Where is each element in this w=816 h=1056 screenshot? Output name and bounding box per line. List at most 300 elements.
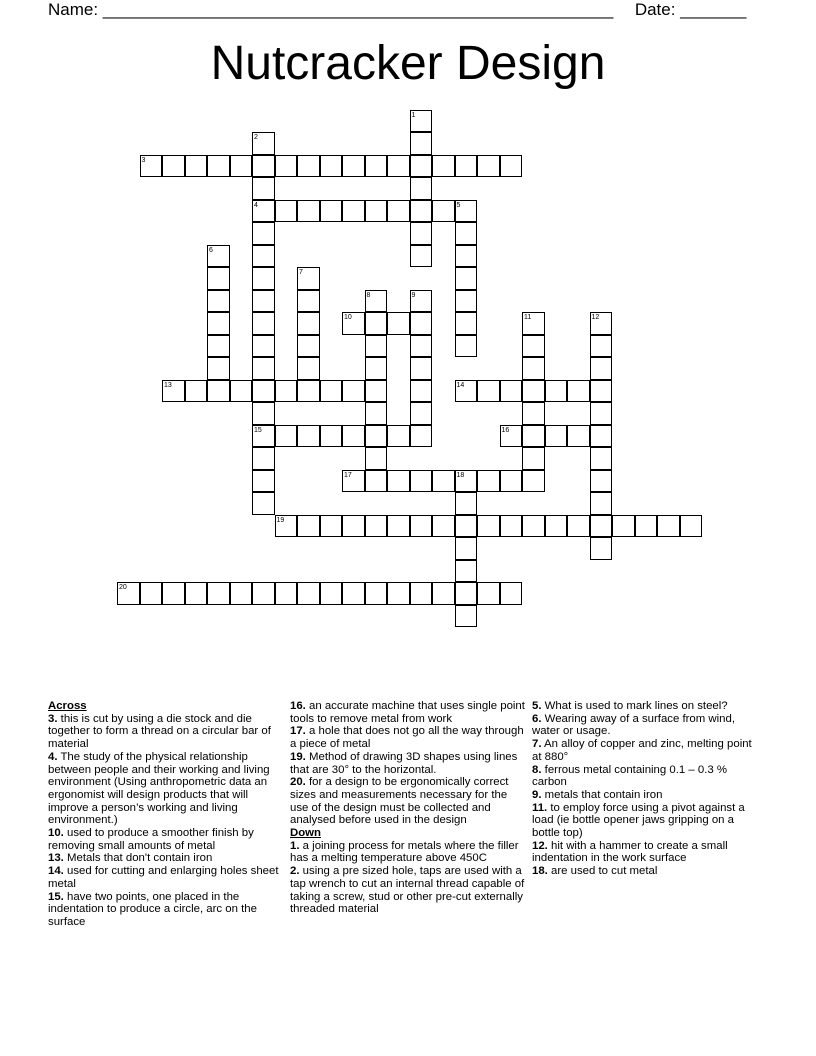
grid-cell[interactable] (387, 425, 410, 448)
grid-cell[interactable] (410, 357, 433, 380)
grid-cell-input[interactable] (253, 336, 274, 357)
grid-cell[interactable] (342, 582, 365, 605)
grid-cell-input[interactable] (411, 201, 432, 222)
grid-cell-input[interactable] (276, 583, 297, 604)
grid-cell[interactable] (522, 335, 545, 358)
grid-cell[interactable] (252, 380, 275, 403)
grid-cell-input[interactable] (591, 403, 612, 424)
grid-cell[interactable] (185, 155, 208, 178)
grid-cell[interactable] (455, 200, 478, 223)
grid-cell[interactable] (207, 290, 230, 313)
grid-cell[interactable] (410, 425, 433, 448)
grid-cell-input[interactable] (433, 516, 454, 537)
grid-cell[interactable] (342, 425, 365, 448)
grid-cell[interactable] (410, 222, 433, 245)
grid-cell-input[interactable] (321, 381, 342, 402)
grid-cell[interactable] (252, 447, 275, 470)
grid-cell[interactable] (522, 380, 545, 403)
grid-cell-input[interactable] (366, 516, 387, 537)
grid-cell-input[interactable] (478, 156, 499, 177)
grid-cell-input[interactable] (298, 291, 319, 312)
grid-cell-input[interactable] (208, 313, 229, 334)
grid-cell-input[interactable] (456, 606, 477, 627)
grid-cell[interactable] (387, 470, 410, 493)
grid-cell[interactable] (365, 380, 388, 403)
grid-cell-input[interactable] (568, 516, 589, 537)
grid-cell[interactable] (252, 177, 275, 200)
grid-cell-input[interactable] (411, 313, 432, 334)
grid-cell[interactable] (567, 425, 590, 448)
grid-cell[interactable] (185, 380, 208, 403)
grid-cell[interactable] (590, 515, 613, 538)
grid-cell[interactable] (275, 582, 298, 605)
grid-cell-input[interactable] (343, 381, 364, 402)
grid-cell-input[interactable] (456, 268, 477, 289)
grid-cell-input[interactable] (343, 426, 364, 447)
grid-cell[interactable] (432, 470, 455, 493)
grid-cell-input[interactable] (456, 561, 477, 582)
grid-cell[interactable] (297, 200, 320, 223)
grid-cell-input[interactable] (591, 426, 612, 447)
grid-cell[interactable] (590, 402, 613, 425)
grid-cell-input[interactable] (388, 156, 409, 177)
grid-cell[interactable] (320, 515, 343, 538)
grid-cell-input[interactable] (163, 381, 184, 402)
grid-cell-input[interactable] (276, 516, 297, 537)
grid-cell[interactable] (297, 267, 320, 290)
grid-cell-input[interactable] (456, 156, 477, 177)
grid-cell-input[interactable] (208, 336, 229, 357)
grid-cell[interactable] (342, 155, 365, 178)
grid-cell[interactable] (140, 155, 163, 178)
grid-cell-input[interactable] (546, 426, 567, 447)
grid-cell-input[interactable] (321, 201, 342, 222)
grid-cell[interactable] (252, 267, 275, 290)
grid-cell[interactable] (252, 582, 275, 605)
grid-cell-input[interactable] (456, 381, 477, 402)
name-field[interactable]: Name: ______________________________________________________ (48, 0, 614, 19)
date-field[interactable]: Date: _______ (634, 0, 747, 19)
grid-cell-input[interactable] (591, 493, 612, 514)
grid-cell-input[interactable] (456, 583, 477, 604)
grid-cell-input[interactable] (253, 471, 274, 492)
grid-cell[interactable] (455, 155, 478, 178)
grid-cell[interactable] (297, 582, 320, 605)
grid-cell-input[interactable] (366, 426, 387, 447)
grid-cell[interactable] (207, 357, 230, 380)
grid-cell[interactable] (500, 425, 523, 448)
grid-cell[interactable] (297, 290, 320, 313)
grid-cell-input[interactable] (456, 223, 477, 244)
grid-cell-input[interactable] (276, 156, 297, 177)
grid-cell-input[interactable] (546, 381, 567, 402)
grid-cell[interactable] (252, 402, 275, 425)
grid-cell[interactable] (207, 267, 230, 290)
grid-cell-input[interactable] (208, 381, 229, 402)
grid-cell[interactable] (365, 582, 388, 605)
grid-cell-input[interactable] (478, 516, 499, 537)
grid-cell-input[interactable] (568, 426, 589, 447)
grid-cell-input[interactable] (681, 516, 702, 537)
grid-cell[interactable] (140, 582, 163, 605)
grid-cell[interactable] (432, 155, 455, 178)
grid-cell[interactable] (252, 290, 275, 313)
grid-cell[interactable] (590, 447, 613, 470)
grid-cell[interactable] (387, 312, 410, 335)
grid-cell[interactable] (477, 470, 500, 493)
grid-cell-input[interactable] (411, 223, 432, 244)
grid-cell-input[interactable] (411, 156, 432, 177)
grid-cell-input[interactable] (411, 246, 432, 267)
grid-cell-input[interactable] (411, 516, 432, 537)
grid-cell-input[interactable] (591, 336, 612, 357)
grid-cell[interactable] (590, 312, 613, 335)
grid-cell-input[interactable] (163, 583, 184, 604)
grid-cell-input[interactable] (478, 471, 499, 492)
grid-cell-input[interactable] (253, 493, 274, 514)
grid-cell[interactable] (252, 222, 275, 245)
grid-cell-input[interactable] (501, 471, 522, 492)
grid-cell-input[interactable] (208, 268, 229, 289)
grid-cell[interactable] (522, 312, 545, 335)
grid-cell[interactable] (635, 515, 658, 538)
grid-cell[interactable] (590, 537, 613, 560)
grid-cell[interactable] (252, 357, 275, 380)
grid-cell-input[interactable] (366, 448, 387, 469)
grid-cell-input[interactable] (366, 313, 387, 334)
grid-cell-input[interactable] (411, 403, 432, 424)
grid-cell[interactable] (455, 492, 478, 515)
grid-cell-input[interactable] (456, 538, 477, 559)
grid-cell-input[interactable] (208, 156, 229, 177)
grid-cell-input[interactable] (591, 516, 612, 537)
grid-cell-input[interactable] (523, 336, 544, 357)
grid-cell-input[interactable] (456, 471, 477, 492)
grid-cell[interactable] (455, 290, 478, 313)
grid-cell[interactable] (680, 515, 703, 538)
grid-cell-input[interactable] (163, 156, 184, 177)
grid-cell-input[interactable] (366, 358, 387, 379)
grid-cell-input[interactable] (366, 291, 387, 312)
grid-cell[interactable] (365, 447, 388, 470)
grid-cell[interactable] (455, 515, 478, 538)
grid-cell[interactable] (320, 582, 343, 605)
grid-cell[interactable] (365, 155, 388, 178)
grid-cell[interactable] (185, 582, 208, 605)
grid-cell[interactable] (522, 425, 545, 448)
grid-cell[interactable] (455, 222, 478, 245)
grid-cell-input[interactable] (298, 516, 319, 537)
grid-cell[interactable] (477, 582, 500, 605)
grid-cell-input[interactable] (253, 448, 274, 469)
grid-cell[interactable] (162, 582, 185, 605)
grid-cell-input[interactable] (253, 358, 274, 379)
grid-cell-input[interactable] (253, 133, 274, 154)
grid-cell-input[interactable] (523, 358, 544, 379)
grid-cell-input[interactable] (411, 291, 432, 312)
grid-cell[interactable] (207, 582, 230, 605)
grid-cell-input[interactable] (321, 426, 342, 447)
grid-cell-input[interactable] (298, 268, 319, 289)
grid-cell[interactable] (455, 560, 478, 583)
grid-cell-input[interactable] (298, 358, 319, 379)
grid-cell[interactable] (252, 200, 275, 223)
grid-cell-input[interactable] (456, 291, 477, 312)
grid-cell[interactable] (342, 380, 365, 403)
grid-cell[interactable] (455, 245, 478, 268)
grid-cell-input[interactable] (456, 336, 477, 357)
grid-cell[interactable] (275, 515, 298, 538)
grid-cell-input[interactable] (321, 156, 342, 177)
grid-cell[interactable] (545, 380, 568, 403)
grid-cell[interactable] (455, 582, 478, 605)
grid-cell[interactable] (410, 312, 433, 335)
grid-cell-input[interactable] (523, 381, 544, 402)
grid-cell[interactable] (590, 425, 613, 448)
grid-cell-input[interactable] (523, 313, 544, 334)
grid-cell-input[interactable] (636, 516, 657, 537)
grid-cell-input[interactable] (591, 448, 612, 469)
grid-cell-input[interactable] (411, 336, 432, 357)
grid-cell-input[interactable] (456, 246, 477, 267)
grid-cell[interactable] (387, 200, 410, 223)
grid-cell-input[interactable] (411, 471, 432, 492)
grid-cell[interactable] (590, 380, 613, 403)
grid-cell-input[interactable] (388, 201, 409, 222)
grid-cell-input[interactable] (456, 313, 477, 334)
grid-cell[interactable] (275, 425, 298, 448)
grid-cell-input[interactable] (366, 403, 387, 424)
grid-cell[interactable] (252, 470, 275, 493)
grid-cell-input[interactable] (433, 156, 454, 177)
grid-cell-input[interactable] (253, 246, 274, 267)
grid-cell[interactable] (365, 402, 388, 425)
grid-cell-input[interactable] (478, 381, 499, 402)
grid-cell[interactable] (455, 605, 478, 628)
grid-cell-input[interactable] (366, 583, 387, 604)
grid-cell-input[interactable] (253, 223, 274, 244)
grid-cell-input[interactable] (411, 178, 432, 199)
grid-cell[interactable] (522, 402, 545, 425)
grid-cell[interactable] (590, 492, 613, 515)
grid-cell[interactable] (252, 155, 275, 178)
grid-cell[interactable] (230, 380, 253, 403)
grid-cell-input[interactable] (388, 471, 409, 492)
grid-cell[interactable] (342, 470, 365, 493)
grid-cell[interactable] (455, 335, 478, 358)
grid-cell-input[interactable] (501, 381, 522, 402)
grid-cell[interactable] (410, 402, 433, 425)
grid-cell[interactable] (432, 515, 455, 538)
grid-cell[interactable] (252, 312, 275, 335)
grid-cell-input[interactable] (253, 156, 274, 177)
grid-cell[interactable] (320, 380, 343, 403)
grid-cell[interactable] (500, 470, 523, 493)
grid-cell[interactable] (410, 110, 433, 133)
grid-cell[interactable] (455, 267, 478, 290)
grid-cell-input[interactable] (366, 156, 387, 177)
grid-cell[interactable] (297, 312, 320, 335)
grid-cell-input[interactable] (411, 583, 432, 604)
grid-cell[interactable] (297, 155, 320, 178)
grid-cell[interactable] (365, 200, 388, 223)
grid-cell[interactable] (590, 470, 613, 493)
grid-cell-input[interactable] (298, 336, 319, 357)
grid-cell-input[interactable] (298, 583, 319, 604)
grid-cell[interactable] (162, 380, 185, 403)
grid-cell[interactable] (590, 335, 613, 358)
grid-cell[interactable] (252, 335, 275, 358)
grid-cell-input[interactable] (411, 358, 432, 379)
grid-cell[interactable] (410, 335, 433, 358)
grid-cell-input[interactable] (433, 471, 454, 492)
grid-cell[interactable] (297, 515, 320, 538)
grid-cell[interactable] (545, 515, 568, 538)
grid-cell-input[interactable] (478, 583, 499, 604)
grid-cell[interactable] (230, 155, 253, 178)
grid-cell[interactable] (365, 312, 388, 335)
grid-cell-input[interactable] (523, 426, 544, 447)
grid-cell-input[interactable] (501, 426, 522, 447)
grid-cell-input[interactable] (208, 358, 229, 379)
grid-cell-input[interactable] (613, 516, 634, 537)
grid-cell[interactable] (365, 515, 388, 538)
grid-cell[interactable] (455, 312, 478, 335)
grid-cell-input[interactable] (253, 426, 274, 447)
grid-cell[interactable] (252, 132, 275, 155)
grid-cell-input[interactable] (523, 448, 544, 469)
grid-cell[interactable] (320, 155, 343, 178)
grid-cell[interactable] (252, 245, 275, 268)
grid-cell-input[interactable] (591, 538, 612, 559)
grid-cell[interactable] (522, 357, 545, 380)
grid-cell[interactable] (275, 155, 298, 178)
grid-cell[interactable] (432, 582, 455, 605)
grid-cell[interactable] (342, 200, 365, 223)
grid-cell[interactable] (207, 155, 230, 178)
grid-cell-input[interactable] (343, 313, 364, 334)
grid-cell-input[interactable] (141, 583, 162, 604)
grid-cell-input[interactable] (298, 313, 319, 334)
grid-cell[interactable] (297, 380, 320, 403)
grid-cell[interactable] (455, 537, 478, 560)
grid-cell[interactable] (117, 582, 140, 605)
grid-cell-input[interactable] (186, 156, 207, 177)
grid-cell-input[interactable] (658, 516, 679, 537)
grid-cell-input[interactable] (388, 426, 409, 447)
grid-cell[interactable] (297, 335, 320, 358)
grid-cell-input[interactable] (343, 583, 364, 604)
grid-cell[interactable] (320, 425, 343, 448)
grid-cell-input[interactable] (253, 381, 274, 402)
grid-cell-input[interactable] (366, 201, 387, 222)
grid-cell[interactable] (455, 470, 478, 493)
grid-cell-input[interactable] (253, 178, 274, 199)
grid-cell-input[interactable] (366, 336, 387, 357)
grid-cell[interactable] (342, 515, 365, 538)
grid-cell-input[interactable] (411, 111, 432, 132)
grid-cell[interactable] (500, 582, 523, 605)
grid-cell[interactable] (410, 290, 433, 313)
grid-cell[interactable] (230, 582, 253, 605)
grid-cell-input[interactable] (411, 426, 432, 447)
grid-cell-input[interactable] (208, 246, 229, 267)
grid-cell[interactable] (522, 447, 545, 470)
grid-cell[interactable] (320, 200, 343, 223)
grid-cell[interactable] (297, 357, 320, 380)
grid-cell-input[interactable] (231, 156, 252, 177)
grid-cell-input[interactable] (433, 201, 454, 222)
grid-cell-input[interactable] (298, 156, 319, 177)
grid-cell-input[interactable] (186, 381, 207, 402)
grid-cell-input[interactable] (321, 516, 342, 537)
grid-cell-input[interactable] (253, 201, 274, 222)
grid-cell-input[interactable] (231, 583, 252, 604)
grid-cell-input[interactable] (343, 471, 364, 492)
grid-cell[interactable] (207, 312, 230, 335)
grid-cell-input[interactable] (253, 313, 274, 334)
grid-cell[interactable] (567, 380, 590, 403)
grid-cell[interactable] (252, 425, 275, 448)
grid-cell[interactable] (612, 515, 635, 538)
grid-cell-input[interactable] (253, 403, 274, 424)
grid-cell-input[interactable] (591, 381, 612, 402)
grid-cell-input[interactable] (501, 516, 522, 537)
grid-cell[interactable] (207, 335, 230, 358)
grid-cell[interactable] (477, 155, 500, 178)
grid-cell[interactable] (657, 515, 680, 538)
grid-cell-input[interactable] (208, 291, 229, 312)
grid-cell[interactable] (365, 425, 388, 448)
grid-cell[interactable] (207, 245, 230, 268)
grid-cell[interactable] (522, 515, 545, 538)
grid-cell-input[interactable] (456, 201, 477, 222)
grid-cell-input[interactable] (411, 381, 432, 402)
grid-cell[interactable] (410, 177, 433, 200)
grid-cell-input[interactable] (591, 358, 612, 379)
grid-cell-input[interactable] (568, 381, 589, 402)
grid-cell-input[interactable] (591, 471, 612, 492)
grid-cell-input[interactable] (388, 516, 409, 537)
grid-cell[interactable] (410, 245, 433, 268)
grid-cell-input[interactable] (276, 426, 297, 447)
grid-cell[interactable] (297, 425, 320, 448)
grid-cell-input[interactable] (276, 381, 297, 402)
grid-cell[interactable] (275, 200, 298, 223)
grid-cell[interactable] (410, 132, 433, 155)
grid-cell-input[interactable] (276, 201, 297, 222)
grid-cell[interactable] (590, 357, 613, 380)
grid-cell-input[interactable] (343, 516, 364, 537)
grid-cell-input[interactable] (523, 471, 544, 492)
grid-cell[interactable] (500, 380, 523, 403)
grid-cell-input[interactable] (231, 381, 252, 402)
grid-cell-input[interactable] (208, 583, 229, 604)
grid-cell-input[interactable] (186, 583, 207, 604)
grid-cell[interactable] (432, 200, 455, 223)
grid-cell-input[interactable] (388, 313, 409, 334)
grid-cell[interactable] (477, 380, 500, 403)
grid-cell-input[interactable] (501, 583, 522, 604)
grid-cell-input[interactable] (456, 493, 477, 514)
grid-cell[interactable] (477, 515, 500, 538)
grid-cell-input[interactable] (343, 156, 364, 177)
grid-cell-input[interactable] (366, 381, 387, 402)
grid-cell[interactable] (500, 155, 523, 178)
grid-cell-input[interactable] (456, 516, 477, 537)
grid-cell-input[interactable] (501, 156, 522, 177)
grid-cell[interactable] (500, 515, 523, 538)
